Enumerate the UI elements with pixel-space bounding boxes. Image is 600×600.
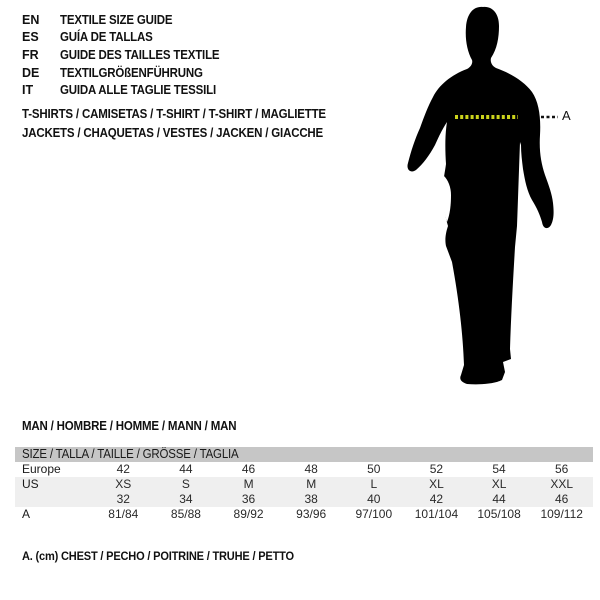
language-code: EN (22, 12, 40, 27)
language-legend (22, 11, 233, 99)
category-jackets: JACKETS / CHAQUETAS / VESTES / JACKEN / GIACCHE (22, 125, 324, 140)
size-value: M (243, 477, 254, 491)
size-value: 36 (241, 492, 256, 506)
measurement-footnote: A. (cm) CHEST / PECHO / POITRINE / TRUHE / PETTO (22, 549, 294, 563)
category-list (22, 105, 352, 142)
size-value: 89/92 (233, 507, 264, 521)
size-value: 46 (555, 492, 569, 506)
size-value: XXL (550, 477, 574, 491)
language-row-es (22, 29, 233, 47)
size-value: 105/108 (477, 507, 521, 521)
size-table-header: SIZE / TALLA / TAILLE / GRÖSSE / TAGLIA (15, 447, 593, 462)
language-title: TEXTILGRÖßENFÜHRUNG (60, 65, 203, 80)
category-tshirts: T-SHIRTS / CAMISETAS / T-SHIRT / T-SHIRT / MAGLIETTE (22, 107, 326, 121)
size-value: 97/100 (355, 507, 393, 521)
language-row-it (22, 81, 233, 99)
size-value: M (306, 477, 317, 491)
size-value: 44 (492, 492, 506, 506)
language-title: GUÍA DE TALLAS (60, 30, 153, 45)
row-label: Europe (22, 462, 61, 476)
table-row-us (15, 477, 593, 492)
size-value: 42 (429, 492, 444, 506)
size-value: 44 (179, 462, 193, 476)
size-value: 85/88 (170, 507, 201, 521)
language-title: GUIDA ALLE TAGLIE TESSILI (60, 83, 216, 98)
table-row-europe (15, 462, 593, 477)
language-code: IT (22, 83, 34, 98)
row-label: A (22, 507, 31, 521)
man-silhouette-body (407, 7, 553, 384)
measure-label-a: A (562, 108, 571, 123)
size-value: XL (491, 477, 507, 491)
size-value: 40 (367, 492, 381, 506)
size-value: 50 (367, 462, 381, 476)
measurement-figure (399, 4, 577, 394)
table-row-chest-a (15, 507, 593, 522)
size-value: XL (429, 477, 444, 491)
language-code: ES (22, 30, 39, 45)
size-value: 56 (555, 462, 569, 476)
size-value: 34 (179, 492, 193, 506)
language-row-en (22, 11, 233, 29)
size-value: L (370, 477, 378, 491)
size-value: 32 (116, 492, 130, 506)
size-value: 109/112 (540, 507, 583, 521)
size-value: XS (115, 477, 132, 491)
language-code: DE (22, 65, 40, 80)
size-value: 101/104 (414, 507, 459, 521)
row-label (15, 492, 92, 507)
size-value: 81/84 (108, 507, 139, 521)
language-title: GUIDE DES TAILLES TEXTILE (60, 47, 220, 62)
language-row-fr (22, 46, 233, 64)
language-row-de (22, 64, 233, 82)
size-value: 54 (492, 462, 506, 476)
language-title: TEXTILE SIZE GUIDE (60, 12, 173, 27)
row-label: US (22, 477, 39, 491)
size-value: 42 (116, 462, 130, 476)
size-value: 93/96 (296, 507, 327, 521)
language-code: FR (22, 47, 39, 62)
size-value: 46 (241, 462, 256, 476)
size-table (15, 447, 593, 522)
size-value: S (181, 477, 190, 491)
size-value: 48 (304, 462, 318, 476)
table-row-us-numeric (15, 492, 593, 507)
size-value: 38 (304, 492, 318, 506)
size-value: 52 (429, 462, 444, 476)
man-silhouette-icon (399, 4, 559, 392)
section-title-man: MAN / HOMBRE / HOMME / MANN / MAN (22, 419, 237, 433)
